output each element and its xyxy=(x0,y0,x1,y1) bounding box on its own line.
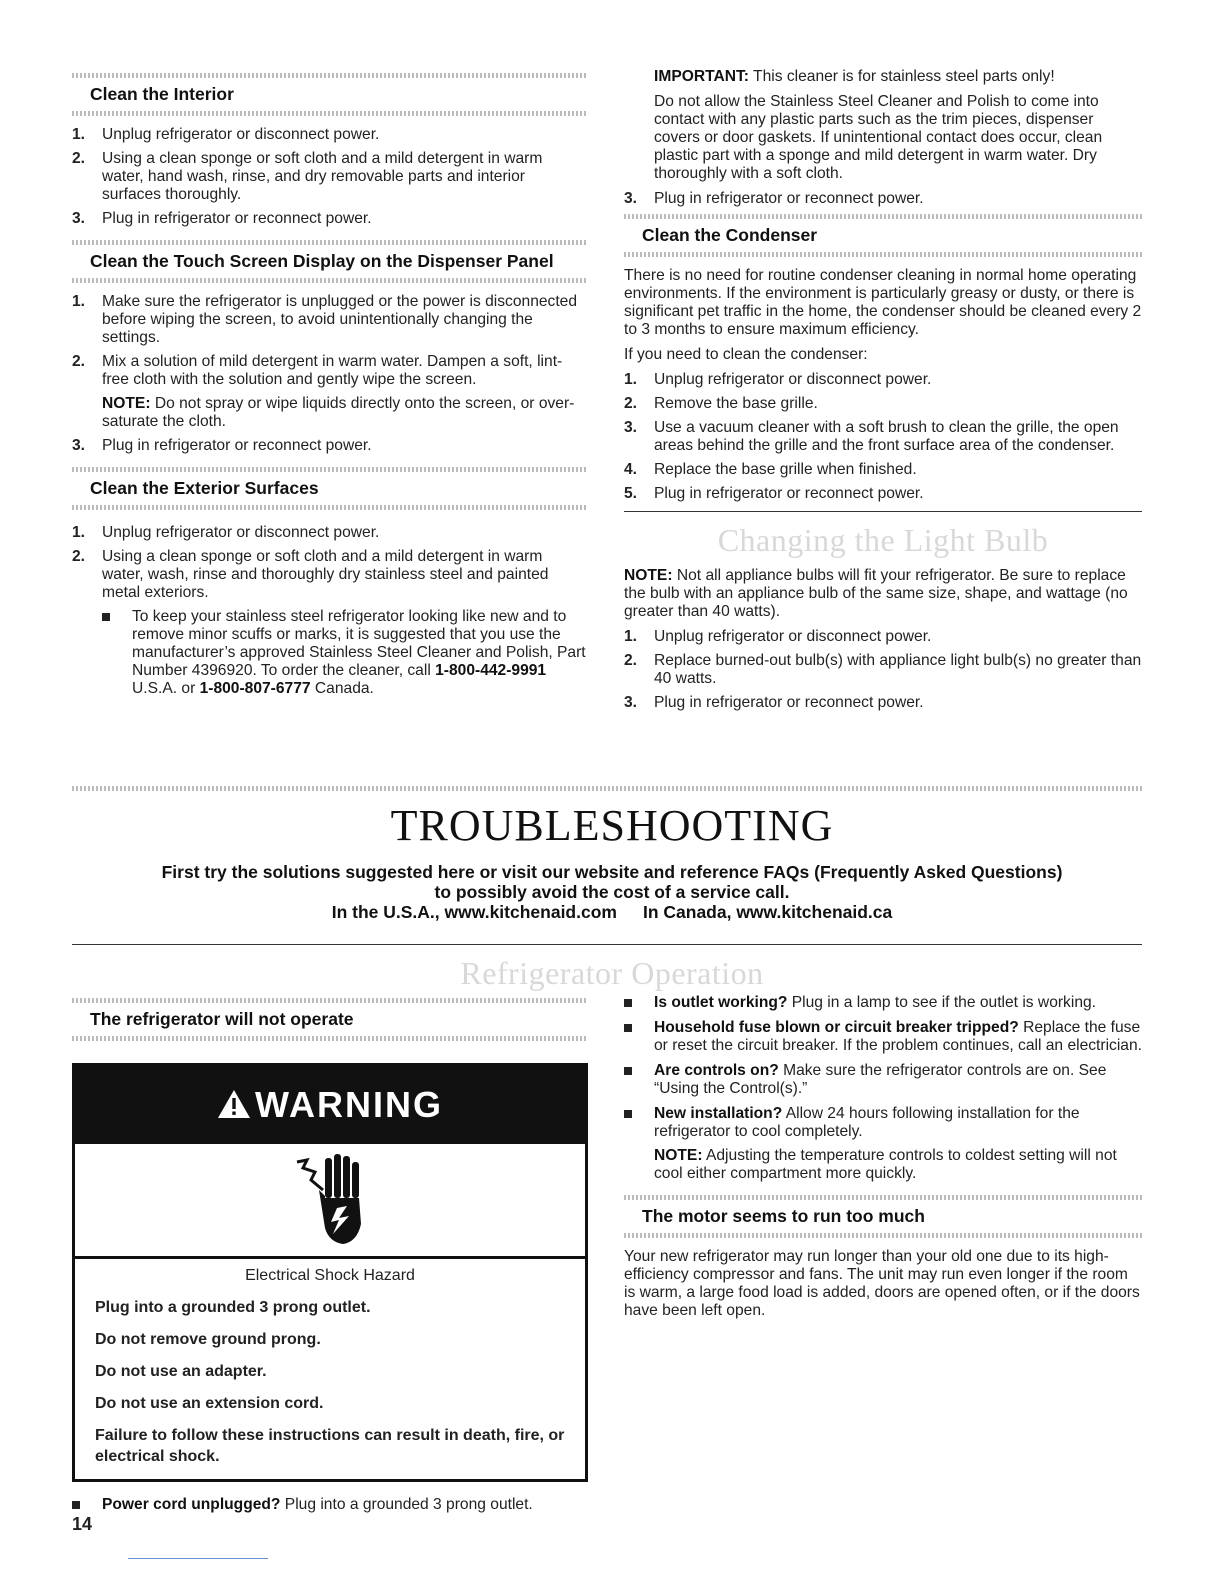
list-item: Household fuse blown or circuit breaker tripped? Replace the fuse or reset the circuit breaker. If the problem continues, call an electrician. xyxy=(624,1019,1142,1055)
list-item: 2. Using a clean sponge or soft cloth and a mild detergent in warm water, hand wash, rinse, and dry removable parts and interior surfaces thoroughly. xyxy=(72,150,543,203)
right-column-care xyxy=(624,68,1142,718)
motor-runs-text: Your new refrigerator may run longer than your old one due to its high-efficiency compressor and fans. The unit may run even longer if the room is warm, a large food load is added, doors are opened often, or if the doors have been left open. xyxy=(624,1248,1140,1319)
list-item: 2. Replace burned-out bulb(s) with appliance light bulb(s) no greater than 40 watts. xyxy=(624,652,1142,687)
clean-exterior-heading: Clean the Exterior Surfaces xyxy=(90,478,319,498)
temperature-note: NOTE: Adjusting the temperature controls to coldest setting will not cool either compartment more quickly. xyxy=(654,1147,1117,1182)
warning-box xyxy=(72,1063,588,1482)
refrigerator-operation-title: Refrigerator Operation xyxy=(460,955,764,991)
light-bulb-steps xyxy=(624,628,1142,712)
list-item: 1. Unplug refrigerator or disconnect power. xyxy=(624,371,932,388)
stainless-tip-list xyxy=(102,608,588,698)
warning-line: Plug into a grounded 3 prong outlet. xyxy=(95,1299,371,1316)
left-column-operation xyxy=(72,998,588,1521)
hazard-type: Electrical Shock Hazard xyxy=(245,1267,415,1284)
clean-interior-steps xyxy=(72,126,588,228)
troubleshooting-intro: First try the solutions suggested here or visit our website and reference FAQs (Frequently Asked Questions) to possibly avoid the cost of a service call. In the U.S.A., www.kitchenaid.com In Canada, www.kitchenaid.ca xyxy=(161,862,1063,922)
condenser-lead: If you need to clean the condenser: xyxy=(624,346,868,363)
will-not-operate-heading: The refrigerator will not operate xyxy=(90,1009,354,1029)
warning-line: Do not use an adapter. xyxy=(95,1363,267,1380)
list-item: 2. Remove the base grille. xyxy=(624,395,818,412)
warning-line: Do not use an extension cord. xyxy=(95,1395,324,1412)
list-item: 3. Plug in refrigerator or reconnect power. xyxy=(624,190,924,207)
warning-line: Failure to follow these instructions can result in death, fire, or electrical shock. xyxy=(95,1427,565,1465)
electrical-shock-hand-icon xyxy=(75,1144,585,1259)
right-column-operation xyxy=(624,994,1142,1327)
left-column-care xyxy=(72,73,588,705)
light-bulb-note: NOTE: Not all appliance bulbs will fit your refrigerator. Be sure to replace the bulb with an appliance bulb of the same size, shape, and wattage (no greater than 40 watts). xyxy=(624,567,1128,620)
list-item: 3. Plug in refrigerator or reconnect power. xyxy=(72,210,372,227)
troubleshooting-title: TROUBLESHOOTING xyxy=(390,801,834,850)
clean-exterior-steps xyxy=(72,524,588,698)
clean-condenser-heading: Clean the Condenser xyxy=(642,225,818,245)
touch-screen-note: NOTE: Do not spray or wipe liquids directly onto the screen, or over-saturate the cloth. xyxy=(102,395,575,430)
list-item: 5. Plug in refrigerator or reconnect power. xyxy=(624,485,924,502)
warning-header xyxy=(75,1066,585,1144)
website-canada: In Canada, www.kitchenaid.ca xyxy=(642,902,893,922)
page-number: 14 xyxy=(72,1514,93,1534)
important-body: Do not allow the Stainless Steel Cleaner and Polish to come into contact with any plastic parts such as the trim pieces, dispenser covers or door gaskets. If unintentional contact does occur, clean plastic part with a sponge and mild detergent in warm water. Dry thoroughly with a soft cloth. xyxy=(654,93,1103,182)
clean-touch-screen-heading: Clean the Touch Screen Display on the Dispenser Panel xyxy=(90,251,554,271)
warning-body xyxy=(75,1259,585,1479)
list-item: 3. Plug in refrigerator or reconnect power. xyxy=(624,694,924,711)
list-item: 1. Unplug refrigerator or disconnect power. xyxy=(72,524,380,541)
important-step xyxy=(624,190,1142,208)
list-item: 3. Use a vacuum cleaner with a soft brush to clean the grille, the open areas behind the grille and the front surface area of the condenser. xyxy=(624,419,1119,454)
list-item: To keep your stainless steel refrigerator looking like new and to remove minor scuffs or marks, it is suggested that you use the manufacturer’s approved Stainless Steel Cleaner and Polish, Part Number 4396920. To order the cleaner, call 1-800-442-9991 U.S.A. or 1-800-807-6777 Canada. xyxy=(102,608,588,698)
section-rule xyxy=(72,278,588,283)
list-item: Is outlet working? Plug in a lamp to see if the outlet is working. xyxy=(624,994,1142,1012)
list-item: 1. Unplug refrigerator or disconnect power. xyxy=(72,126,380,143)
list-item: New installation? Allow 24 hours following installation for the refrigerator to cool completely. NOTE: Adjusting the temperature controls to coldest setting will not cool either compartment more quickly. xyxy=(624,1105,1142,1183)
warning-line: Do not remove ground prong. xyxy=(95,1331,321,1348)
phone-canada: 1-800-807-6777 xyxy=(199,680,311,697)
clean-touch-screen-steps xyxy=(72,293,588,455)
section-rule xyxy=(72,1036,588,1041)
light-bulb-title: Changing the Light Bulb xyxy=(717,522,1049,558)
list-item: 2. Mix a solution of mild detergent in warm water. Dampen a soft, lint-free cloth with the solution and gently wipe the screen. NOTE: Do not spray or wipe liquids directly onto the screen, or over-saturate the cloth. xyxy=(72,353,588,431)
section-rule xyxy=(72,786,1142,791)
clean-condenser-steps xyxy=(624,371,1142,503)
section-rule xyxy=(624,252,1142,257)
section-divider xyxy=(624,511,1142,512)
warning-title: WARNING xyxy=(255,1084,443,1125)
list-item: Power cord unplugged? Plug into a grounded 3 prong outlet. xyxy=(72,1496,588,1514)
power-cord-check xyxy=(72,1496,588,1514)
list-item: 3. Plug in refrigerator or reconnect power. xyxy=(72,437,372,454)
list-item: 1. Make sure the refrigerator is unplugged or the power is disconnected before wiping the screen, to avoid unintentionally changing the settings. xyxy=(72,293,578,346)
section-rule xyxy=(72,505,588,510)
list-item: 4. Replace the base grille when finished. xyxy=(624,461,917,478)
warning-triangle-icon xyxy=(217,1068,251,1146)
section-divider xyxy=(72,944,1142,945)
important-note: IMPORTANT: This cleaner is for stainless steel parts only! xyxy=(654,68,1055,85)
section-rule xyxy=(72,111,588,116)
clean-interior-heading: Clean the Interior xyxy=(90,84,234,104)
motor-runs-heading: The motor seems to run too much xyxy=(642,1206,925,1226)
list-item: 2. Using a clean sponge or soft cloth and a mild detergent in warm water, wash, rinse and thoroughly dry stainless steel and painted metal exteriors. To keep your stainless steel refrigerator looking like new and to remove minor scuffs or marks, it is suggested that you use the manufacturer’s approved Stainless Steel Cleaner and Polish, Part Number 4396920. To order the cleaner, call 1-800-442-9991 U.S.A. or 1-800-807-6777 Canada. xyxy=(72,548,588,698)
condenser-intro: There is no need for routine condenser cleaning in normal home operating environments. If the environment is particularly greasy or dusty, or there is significant pet traffic in the home, the condenser should be cleaned every 2 to 3 months to ensure maximum efficiency. xyxy=(624,267,1142,338)
phone-us: 1-800-442-9991 xyxy=(435,662,547,679)
list-item: 1. Unplug refrigerator or disconnect power. xyxy=(624,628,932,645)
footer-line xyxy=(128,1558,268,1559)
section-rule xyxy=(624,1233,1142,1238)
list-item: Are controls on? Make sure the refrigerator controls are on. See “Using the Control(s).” xyxy=(624,1062,1142,1098)
operation-checks xyxy=(624,994,1142,1183)
website-us: In the U.S.A., www.kitchenaid.com xyxy=(331,902,617,922)
